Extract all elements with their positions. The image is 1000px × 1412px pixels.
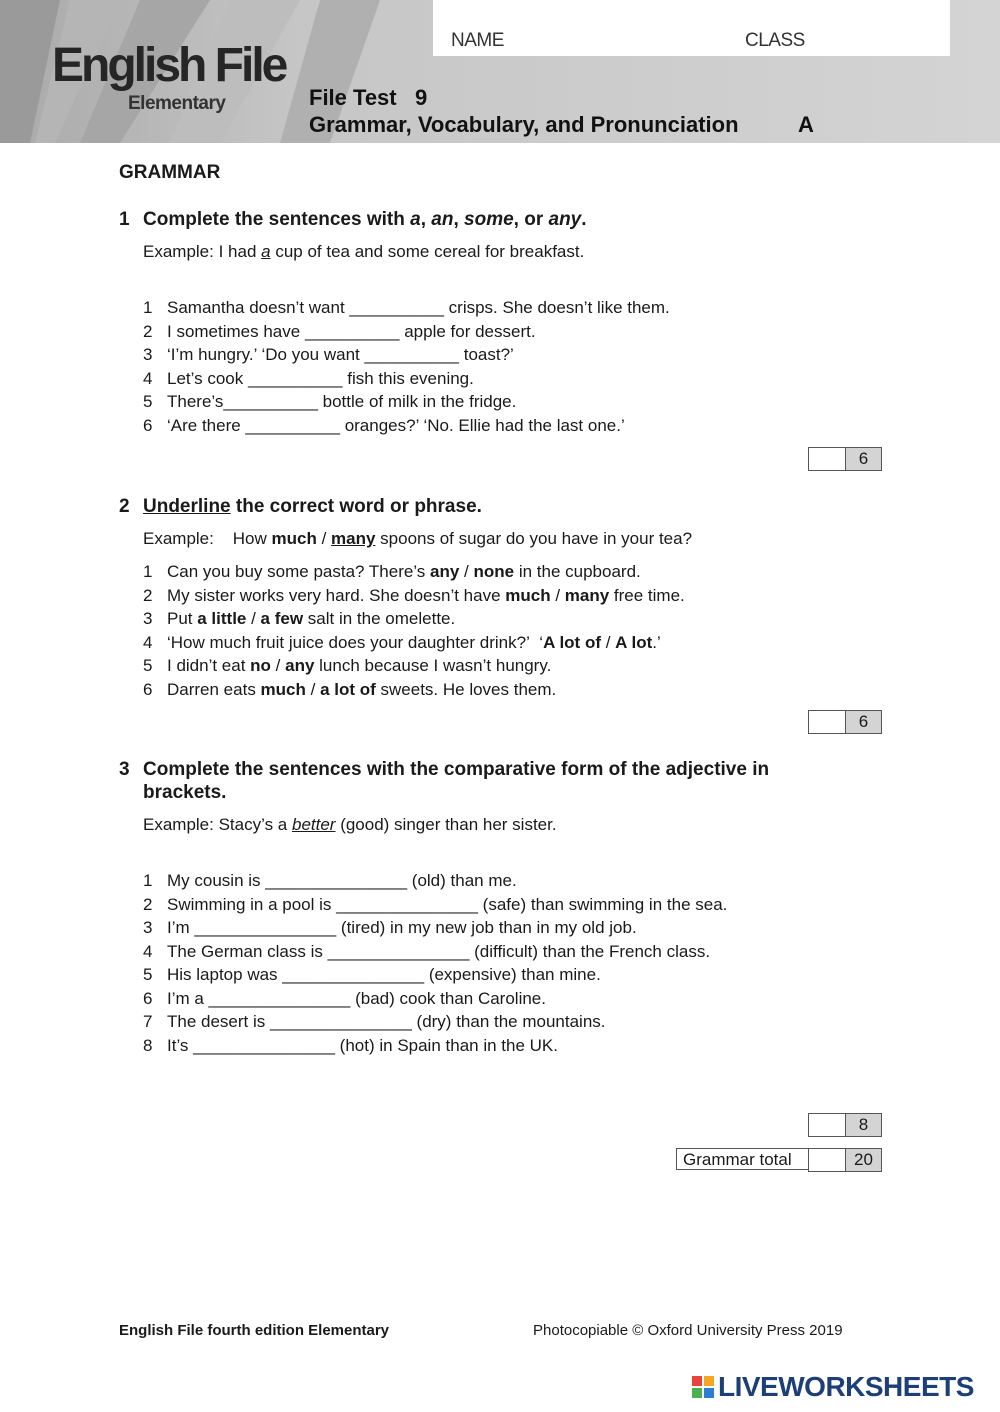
item-number: 5 [143,965,153,984]
item-text[interactable]: I sometimes have __________ apple for dessert. [167,321,536,341]
liveworksheets-watermark [692,1372,974,1402]
item-number: 7 [143,1012,153,1031]
list-item: 3 Put a little / a few salt in the omelette. [143,609,456,628]
question-3-items [143,869,727,1057]
list-item [143,916,727,940]
score-input[interactable] [809,1114,846,1136]
score-points: 8 [846,1114,881,1136]
question-number: 1 [119,209,130,230]
question-number: 3 [119,759,130,780]
list-item [143,963,727,987]
item-number: 4 [143,368,153,388]
watermark-text: LIVEWORKSHEETS [718,1371,974,1402]
score-input[interactable] [809,1149,846,1171]
option[interactable]: much [505,585,551,605]
question-3-example: Example: Stacy’s a better (good) singer than her sister. [143,815,557,834]
footer-edition: English File fourth edition Elementary [119,1322,390,1339]
option[interactable]: many [564,585,610,605]
test-version: A [798,112,814,137]
item-text[interactable]: Samantha doesn’t want __________ crisps. She doesn’t like them. [167,298,670,317]
list-item: 1 Can you buy some pasta? There’s any / none in the cupboard. [143,562,641,581]
option[interactable]: any [285,656,315,675]
item-text[interactable]: His laptop was _______________ (expensive) than mine. [167,965,601,984]
item-number: 3 [143,918,153,937]
option[interactable]: no [250,656,271,675]
option[interactable]: much [260,679,306,699]
option[interactable]: A lot of [543,632,601,652]
item-text[interactable]: It’s _______________ (hot) in Spain than in the UK. [167,1035,558,1055]
list-item: 2 My sister works very hard. She doesn’t have much / many free time. [143,585,685,605]
option[interactable]: none [473,562,515,581]
score-points: 6 [846,448,881,470]
item-number: 1 [143,871,153,890]
score-input[interactable] [809,448,846,470]
example-answer: better [291,815,336,834]
item-text[interactable]: I’m _______________ (tired) in my new job than in my old job. [167,918,637,937]
item-text[interactable]: I’m a _______________ (bad) cook than Caroline. [167,988,546,1008]
question-2-items [143,560,685,701]
list-item [143,940,727,964]
item-text[interactable]: The desert is _______________ (dry) than the mountains. [167,1012,606,1031]
item-text[interactable]: My cousin is _______________ (old) than me. [167,871,517,890]
question-1-example: Example: I had a cup of tea and some cereal for breakfast. [143,242,585,261]
list-item [143,367,670,391]
list-item: 6 Darren eats much / a lot of sweets. He loves them. [143,679,557,699]
question-number: 2 [119,496,130,517]
item-text[interactable]: The German class is _______________ (difficult) than the French class. [167,941,711,961]
item-number: 3 [143,345,153,364]
liveworksheets-logo-icon [692,1376,714,1398]
footer-copyright: Photocopiable © Oxford University Press 2019 [533,1322,843,1339]
option[interactable]: a lot of [320,679,376,699]
list-item [143,320,670,344]
item-number: 4 [143,941,153,961]
list-item [143,296,670,320]
option[interactable]: a little [197,609,247,628]
list-item [143,390,670,414]
list-item [143,414,670,438]
name-class-box [433,0,950,56]
item-number: 6 [143,415,153,435]
list-item [143,987,727,1011]
test-subtitle: Grammar, Vocabulary, and Pronunciation [309,112,739,137]
score-input[interactable] [809,711,846,733]
list-item [143,1034,727,1058]
question-2-score-box [808,710,882,734]
item-text[interactable]: Swimming in a pool is _______________ (safe) than swimming in the sea. [167,894,728,914]
option[interactable]: any [430,562,460,581]
name-label: NAME [451,30,504,51]
item-number: 2 [143,894,153,914]
question-2-example: Example: How much / many spoons of sugar do you have in your tea? [143,529,693,548]
question-3-score-box [808,1113,882,1137]
example-answer: a [261,242,271,261]
class-label: CLASS [745,30,805,51]
list-item [143,893,727,917]
list-item [143,869,727,893]
question-text: Complete the sentences with the comparative form of the adjective in brackets. [143,759,770,803]
item-text[interactable]: ‘Are there __________ oranges?’ ‘No. Ellie had the last one.’ [167,415,625,435]
option[interactable]: a few [260,609,304,628]
score-points: 6 [846,711,881,733]
list-item: 4 ‘How much fruit juice does your daughter drink?’ ‘A lot of / A lot.’ [143,632,661,652]
grammar-total-score-box [808,1148,882,1172]
section-title: GRAMMAR [119,162,221,183]
list-item [143,1010,727,1034]
item-number: 8 [143,1035,153,1055]
option[interactable]: A lot [615,632,653,652]
list-item [143,343,670,367]
logo-subtitle: Elementary [128,93,226,114]
list-item: 5 I didn’t eat no / any lunch because I wasn’t hungry. [143,656,552,675]
page-header [0,0,1000,143]
item-text[interactable]: There’s__________ bottle of milk in the fridge. [167,392,517,411]
logo-title: English File [52,39,286,92]
item-text[interactable]: Let’s cook __________ fish this evening. [167,368,474,388]
test-title: File Test 9 [309,85,428,110]
item-text[interactable]: ‘I’m hungry.’ ‘Do you want __________ toast?’ [167,345,514,364]
grammar-total-label: Grammar total [676,1148,809,1170]
question-1-items [143,296,670,437]
question-1-score-box [808,447,882,471]
item-number: 5 [143,392,153,411]
item-number: 2 [143,321,153,341]
item-number: 1 [143,298,153,317]
question-text: Complete the sentences with a, an, some, or any. [143,209,587,230]
score-points: 20 [846,1149,881,1171]
item-number: 6 [143,988,153,1008]
question-text: Underline the correct word or phrase. [143,496,482,517]
